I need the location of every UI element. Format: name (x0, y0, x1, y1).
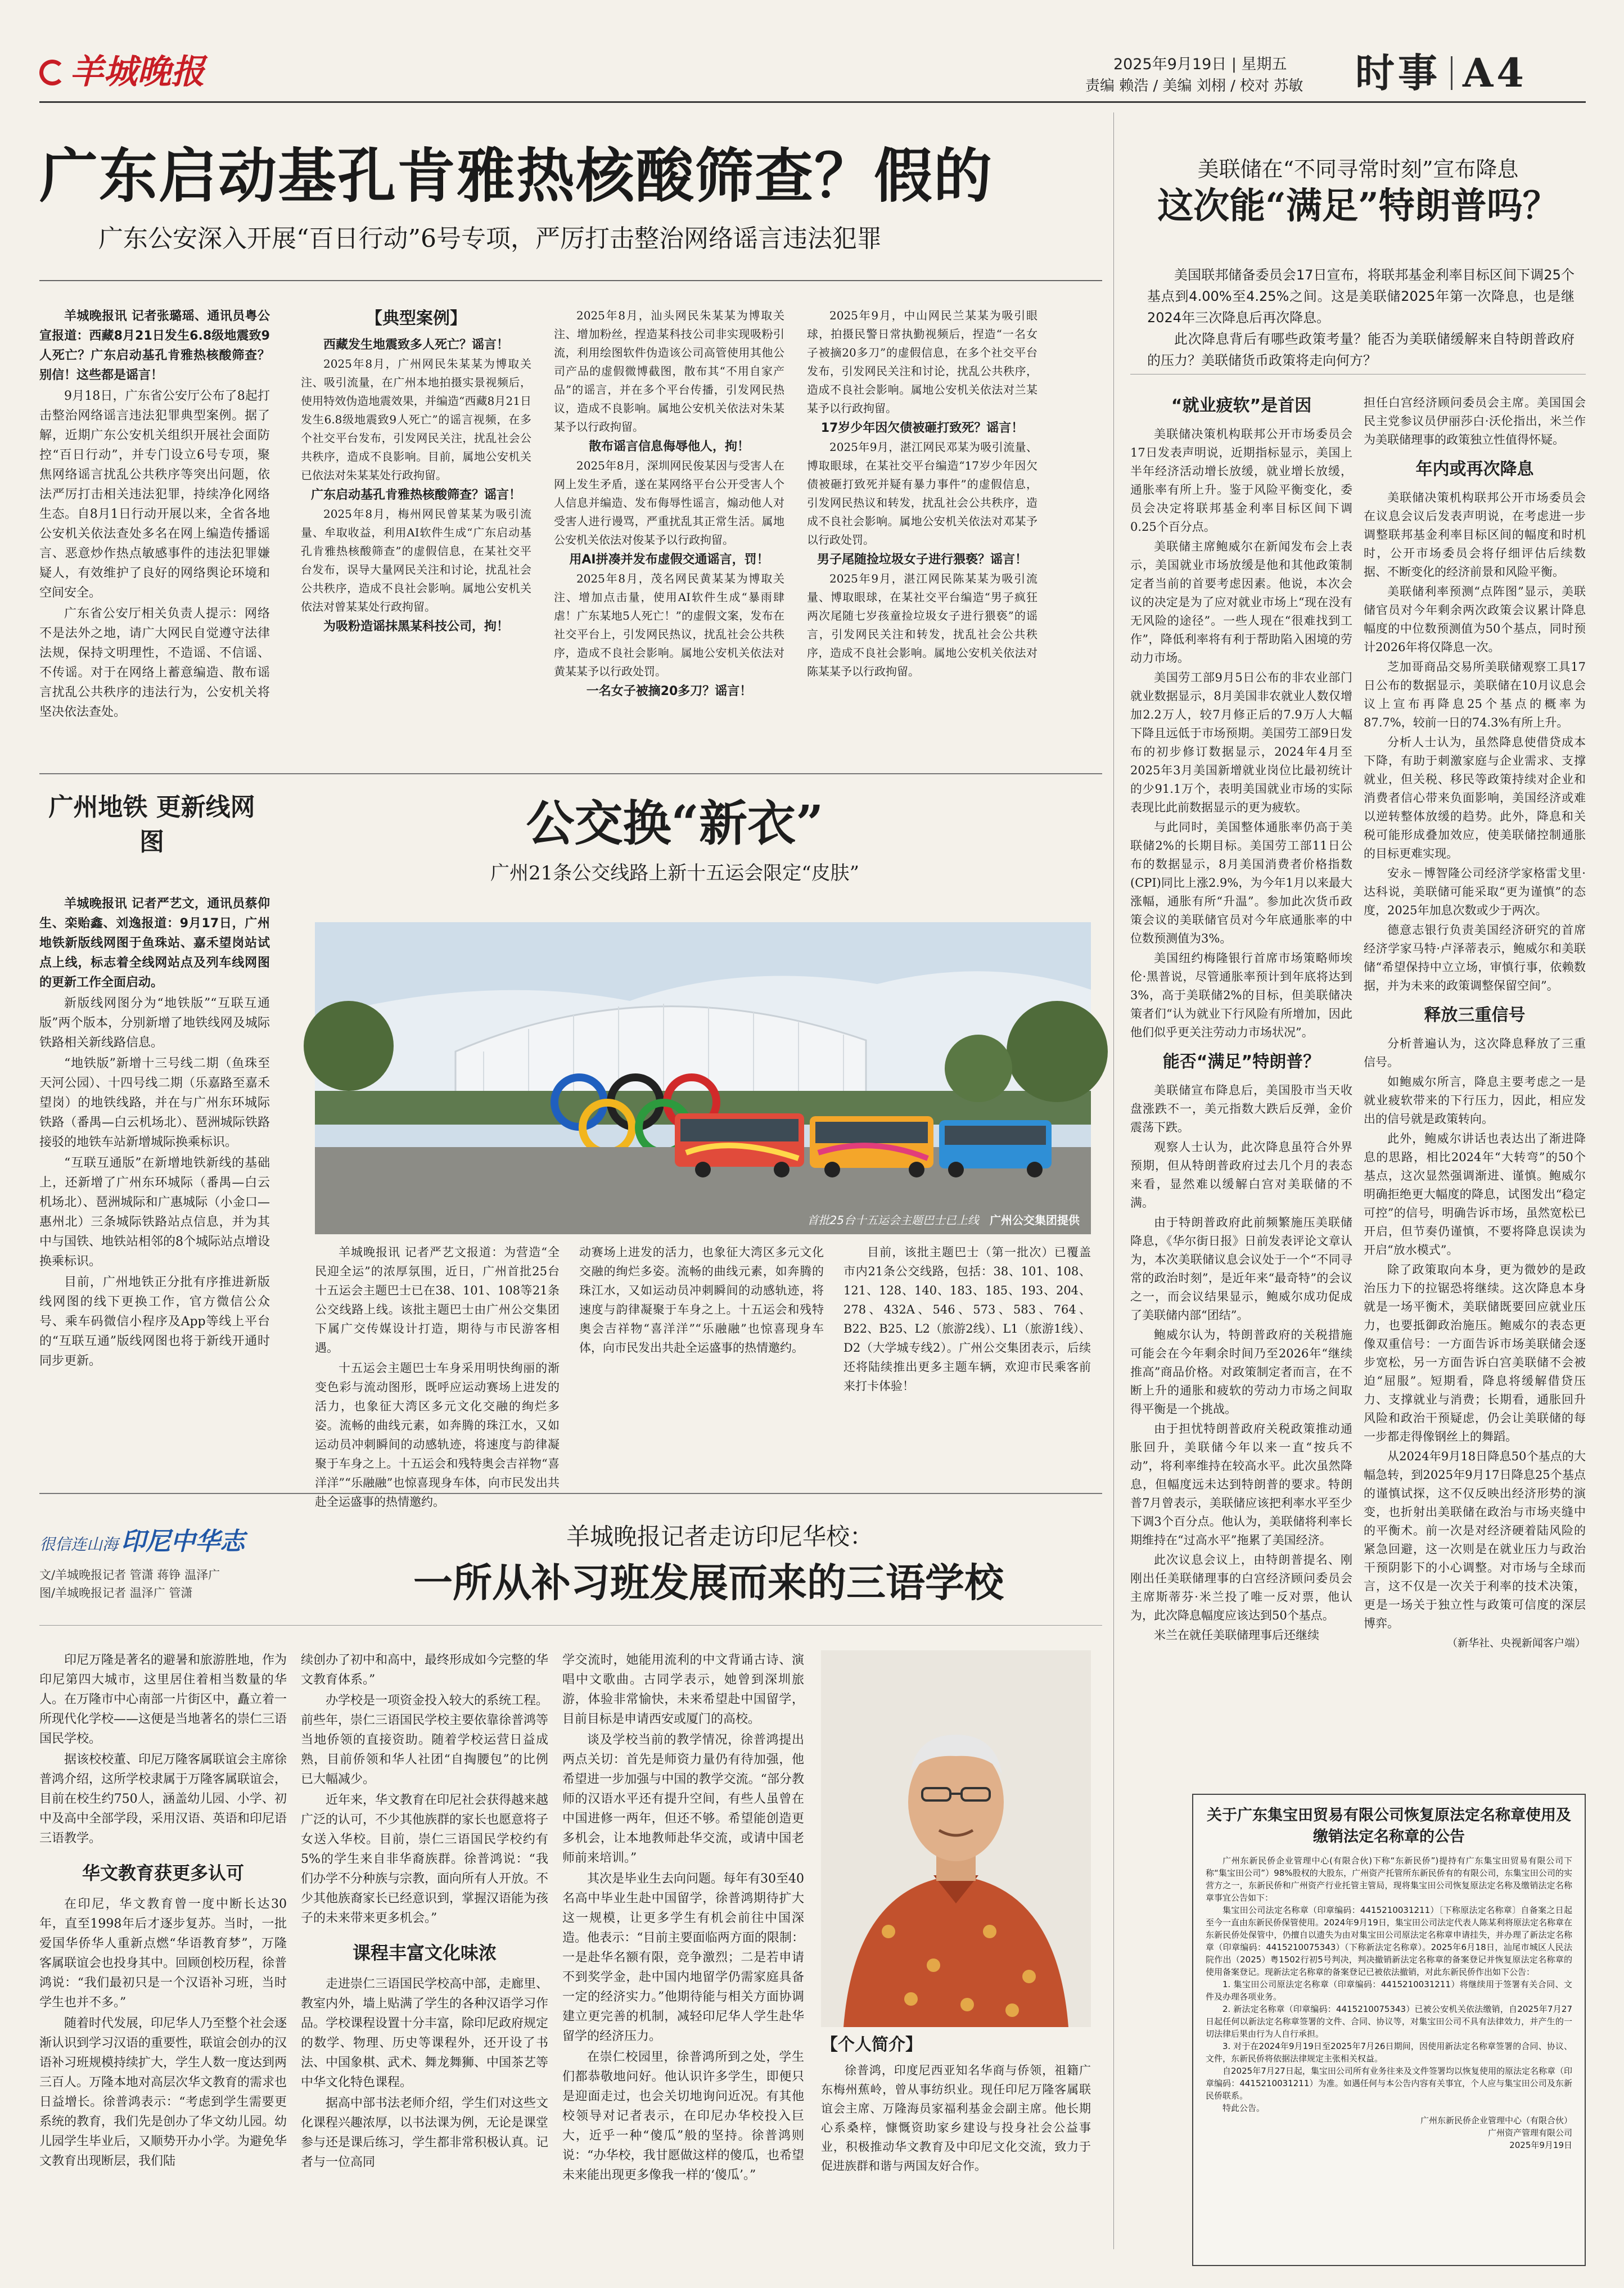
notice-title: 关于广东集宝田贸易有限公司恢复原法定名称章使用及缴销法定名称章的公告 (1207, 1807, 1571, 1845)
case-text: 2025年8月，深圳网民俊某因与受害人在网上发生矛盾，遂在某网络平台公开受害人个人信息并编造、发布侮辱性谣言，煽动他人对受害人进行谩骂，严重扰乱其正常生活。属地公安机关依法对俊某予以行政拘留。 (554, 459, 784, 547)
fed-paragraph: 鲍威尔认为，特朗普政府的关税措施可能会在今年剩余时间乃至2026年“继续推高”商品价格。对政策制定者而言，在不断上升的通胀和疲软的劳动力市场之间取得平衡是一个挑战。 (1130, 1328, 1352, 1416)
logo: 羊城晚报 (39, 45, 205, 93)
notice-paragraph: 1. 集宝田公司原法定名称章（印章编码：4415210031211）将继续用于签署有关合同、文件及办理各项业务。 (1206, 1979, 1572, 2002)
case-header: 【典型案例】 (366, 309, 467, 328)
notice-date: 2025年9月19日 (1509, 2140, 1572, 2150)
fed-lead-paragraph: 此次降息背后有哪些政策考量？能否为美联储缓解来自特朗普政府的压力？美联储货币政策将走向何方？ (1147, 331, 1575, 368)
legal-notice (1192, 1794, 1586, 2266)
fed-paragraph: 米兰在就任美联储理事后还继续 (1154, 1628, 1319, 1642)
metro-paragraph: 新版线网图分为“地铁版”“互联互通版”两个版本，分别新增了地铁线网及城际铁路相关新线路信息。 (39, 996, 270, 1050)
fed-paragraph: 从2024年9月18日降息50个基点的大幅急转，到2025年9月17日降息25个基点的谨慎试探，这不仅反映出经济形势的演变，也折射出美联储在政治与市场夹缝中的平衡术。前一次是对经济硬着陆风险的紧急回避，这一次则是在就业压力与政治干预阴影下的小心调整。对市场与全球而言，这不仅是一次关于利率的技术决策，更是一场关于独立性与政策可信度的深层博弈。 (1364, 1450, 1586, 1630)
school-paragraph: 走进崇仁三语国民学校高中部，走廊里、教室内外，墙上贴满了学生的各种汉语学习作品。学校课程设置十分丰富，除印尼政府规定的数学、物理、历史等课程外，还开设了书法、中国象棋、武术、舞龙舞狮、中国茶艺等中华文化特色课程。 (301, 1977, 549, 2090)
metro-body (39, 894, 270, 1372)
fed-paragraph: 安永－博智隆公司经济学家格雷戈里·达科说，美联储可能采取“更为谨慎”的态度，2025年加息次数或少于两次。 (1364, 867, 1586, 917)
lead-paragraph: 9月18日，广东省公安厅公布了8起打击整治网络谣言违法犯罪典型案例。据了解，近期广东公安机关组织开展社会面防控“百日行动”，并专门设立6号专项，聚焦网络谣言扰乱公共秩序等突出问题，依法严厉打击相关违法犯罪，持续净化网络生态。自8月1日行动开展以来，全省各地公安机关依法查处多名在网上编造传播谣言、恶意炒作热点敏感事件的违法犯罪嫌疑人，有效维护了良好的网络舆论环境和空间安全。 (39, 389, 270, 600)
fed-paragraph: 分析人士认为，虽然降息使借贷成本下降，有助于刺激家庭与企业需求、支撑就业，但关税、移民等政策持续对企业和消费者信心带来负面影响，美国经济或难以逆转整体放缓的趋势。此外，降息和关税可能形成叠加效应，使美联储控制通胀的目标更难实现。 (1364, 735, 1586, 860)
school-head-rule (39, 1625, 1102, 1626)
case-title: 17岁少年因欠债被砸打致死？谣言！ (820, 421, 1024, 435)
school-credits: 文/羊城晚报记者 管潇 蒋铮 温泽广 图/羊城晚报记者 温泽广 管潇 (39, 1568, 220, 1600)
notice-paragraph: 广州东新民侨企业管理中心(有限合伙)下称“东新民侨”)提持有广东集宝田贸易有限公司下称“集宝田公司”）98%股权的大股东，广州资产托管所东新民侨有的有限公司，东集宝田公司的实营方之一，东新民侨和广州资产行业托管主管局，现将集宝田公司恢复原法定名称及缴销法定名称章事宜公告如下： (1206, 1856, 1572, 1903)
school-paragraph: 办学校是一项资金投入较大的系统工程。前些年，崇仁三语国民学校主要依靠徐普鸿等当地侨领的直接资助。随着学校运营日益成熟，目前侨领和华人社团“自掏腰包”的比例已大幅减少。 (301, 1694, 549, 1786)
notice-paragraph: 2. 新法定名称章（印章编码：4415210075343）已被公安机关依法缴销，自2025年7月27日起任何以新法定名称章签署的文件、合同、协议等，对集宝田公司不具有法律效力，并产生的一切法律后果由行为人自行承担。 (1206, 2004, 1572, 2039)
case-title: 西藏发生地震致多人死亡？谣言！ (323, 338, 509, 352)
notice-paragraph: 3. 对于在2024年9月19日至2025年7月26日期间，因使用新法定名称章签署的合同、协议、文件，东新民侨将依据法律规定主张相关权益。 (1206, 2041, 1572, 2064)
school-paragraph: 谈及学校当前的教学情况，徐普鸿提出两点关切：首先是师资力量仍有待加强，他希望进一步加强与中国的教学交流。“部分教师的汉语水平还有提升空间，有些人虽曾在中国进修一两年，但还不够。希望能创造更多机会，让本地教师赴华交流，或请中国老师前来培训。” (562, 1733, 804, 1865)
logo-mark-icon (39, 60, 65, 85)
case-text: 2025年8月，汕头网民朱某某为博取关注、增加粉丝，捏造某科技公司非实现吸粉引流，利用绘图软件伪造该公司高管使用其他公司产品的虚假微博截图，散布其“不用自家产品”的谣言，并在多个平台传播，引发网民热议，造成不良影响。属地公安机关依法对朱某某予以行政拘留。 (554, 309, 784, 434)
case-title: 广东启动基孔肯雅热核酸筛查？谣言！ (310, 488, 521, 502)
fed-paragraph: 由于担忧特朗普政府关税政策推动通胀回升，美联储今年以来一直“按兵不动”，将利率维持在较高水平。此次虽然降息，但幅度远未达到特朗普的要求。特朗普7月曾表示，美联储应该把利率水平至少下调3个百分点。他认为，美联储将利率长期维持在“过高水平”拖累了美国经济。 (1130, 1422, 1352, 1547)
case-column-3 (807, 306, 1037, 682)
school-paragraph: 续创办了初中和高中，最终形成如今完整的华文教育体系。” (301, 1653, 549, 1687)
case-title: 男子尾随捡垃圾女子进行猥亵？谣言！ (816, 553, 1027, 567)
fed-column-1 (1130, 394, 1352, 1646)
fed-paragraph: 美联储利率预测“点阵图”显示，美联储官员对今年剩余两次政策会议累计降息幅度的中位数预测值为50个基点，同时预计2026年将仅降息一次。 (1364, 585, 1586, 654)
fed-paragraph: 如鲍威尔所言，降息主要考虑之一是就业疲软带来的下行压力，因此，相应发出的信号就是政策转向。 (1364, 1075, 1586, 1126)
case-title: 散布谣言信息侮辱他人，拘！ (588, 440, 750, 454)
notice-paragraph: 集宝田公司法定名称章（印章编码：4415210031211）〔下称原法定名称章〕自备案之日起至今一直由东新民侨保管使用。2024年9月19日，集宝田公司法定代表人陈某利将原法定名称章在东新民侨处保管中，仍擅自以遗失为由对集宝田公司原法定名称章申请挂失，并办理了新法定名称章（印章编码：4415210075343）（下称新法定名称章）。2025年6月18日，汕尾市城区人民法院作出（2025）粤1502行初5号判决，判决撤销新法定名称章的备案登记并恢复原法定名称章的使用备案登记。现新法定名称章的备案登记已被依法撤销，对此东新民侨作出如下公告： (1206, 1905, 1572, 1977)
lead-byline: 羊城晚报讯 记者张璐瑶、通讯员粤公宣报道：西藏8月21日发生6.8级地震致9人死亡？广东启动基孔肯雅热核酸筛查？别信！这些都是谣言！ (39, 309, 270, 382)
case-text: 2025年9月，湛江网民陈某某为吸引流量、博取眼球，在某社交平台编造“男子疯狂两次尾随七岁孩童捡垃圾女子进行猥亵”的谣言，引发网民关注和转发，扰乱社会公共秩序，造成不良社会影响。属地公安机关依法对陈某某予以行政拘留。 (807, 572, 1037, 678)
right-column-rule (1113, 112, 1114, 2249)
masthead (0, 0, 1624, 101)
fed-kicker: 美联储在“不同寻常时刻”宣布降息 (1197, 157, 1519, 182)
bus-byline: 羊城晚报讯 记者严艺文报道：为营造“全民迎全运”的浓厚氛围，近日，广州首批25台十五运会主题巴士已在38、101、108等21条公交线路上线。该批主题巴士由广州公交集团下属广交传媒设计打造，期待与市民游客相遇。 (315, 1245, 560, 1355)
bus-photo (315, 922, 1091, 1234)
metro-paragraph: “地铁版”新增十三号线二期（鱼珠至天河公园）、十四号线二期（乐嘉路至嘉禾望岗）的地铁线路，并在与广州东环城际铁路（番禺—白云机场北）、琶洲城际铁路接驳的地铁车站新增城际换乘标识。 (39, 1057, 270, 1149)
case-title: 用AI拼凑并发布虚假交通谣言，罚！ (569, 553, 769, 567)
case-column-2 (554, 306, 784, 701)
section-label: 时事 A4 (1355, 49, 1528, 96)
school-paragraph: 近年来，华文教育在印尼社会获得越来越广泛的认可，不少其他族群的家长也愿意将子女送入华校。目前，崇仁三语国民学校约有5%的学生来自非华裔族群。徐普鸿说：“我们办学不分种族与宗教，面向所有人开放。不少其他族裔家长已经意识到，掌握汉语能为孩子的未来带来更多机会。” (301, 1793, 549, 1925)
fed-subhead: 能否“满足”特朗普？ (1162, 1052, 1320, 1072)
school-paragraph: 其次是毕业生去向问题。每年有30至40名高中毕业生赴中国留学，徐普鸿期待扩大这一规模，让更多学生有机会前往中国深造。他表示：“目前主要面临两方面的限制：一是赴华名额有限，竞争激烈；二是若申请不到奖学金，赴中国内地留学仍需家庭具备一定的经济实力。”他期待能与相关方面协调建立更完善的机制，减轻印尼华人学生赴华留学的经济压力。 (562, 1872, 804, 2043)
school-column-2 (301, 1650, 548, 2173)
metro-title: 广州地铁 更新线网图 (48, 793, 255, 856)
editors-line: 责编 赖浩 / 美编 刘栩 / 校对 苏敏 (1085, 78, 1303, 94)
school-column-1 (39, 1650, 287, 2172)
fed-subhead: 年内或再次降息 (1415, 459, 1534, 479)
fed-paragraph: 分析普遍认为，这次降息释放了三重信号。 (1364, 1037, 1586, 1069)
fed-subhead: “就业疲软”是首因 (1171, 396, 1312, 416)
school-headline: 一所从补习班发展而来的三语学校 (413, 1559, 1004, 1606)
column-logo: 很信连山海 印尼中华志 (39, 1527, 245, 1556)
fed-lead (1147, 264, 1575, 371)
school-paragraph: 据该校校董、印尼万隆客属联谊会主席徐普鸿介绍，这所学校隶属于万隆客属联谊会，目前在校生约750人，涵盖幼儿园、小学、初中及高中全部学段，采用汉语、英语和印尼语三语教学。 (39, 1753, 287, 1845)
metro-paragraph: 目前，广州地铁正分批有序推进新版线网图的线下更换工作，官方微信公众号、乘车码微信小程序及App等线上平台的“互联互通”版线网图也将于新线开通时同步更新。 (39, 1275, 270, 1368)
case-text: 2025年8月，广州网民朱某某为博取关注、吸引流量，在广州本地拍摄实景视频后，使用特效伪造地震效果，并编造“西藏8月21日发生6.8级地震致9人死亡”的谣言视频，在多个社交平台发布，引发网民关注，扰乱社会公共秩序，造成不良影响。目前，属地公安机关已依法对朱某某处行政拘留。 (301, 357, 531, 482)
left-rule (39, 773, 1102, 774)
case-column-1 (301, 306, 531, 637)
issue-date: 2025年9月19日 | 星期五 (1113, 56, 1287, 73)
fed-paragraph: 美联储决策机构联邦公开市场委员会在议息会议后发表声明说，在考虑进一步调整联邦基金利率目标区间的幅度和时机时，公开市场委员会将仔细评估后续数据、不断变化的经济前景和风险平衡。 (1364, 491, 1586, 579)
lead-headline: 广东启动基孔肯雅热核酸筛查？假的 (39, 141, 994, 210)
metro-paragraph: “互联互通版”在新增地铁新线的基础上，还新增了广州东环城际（番禺—白云机场北）、琶洲城际和广惠城际（小金口—惠州北）三条城际铁路站点信息，并为其中与国铁、地铁站相邻的8个城际站点增设换乘标识。 (39, 1156, 270, 1269)
lead-subheadline: 广东公安深入开展“百日行动”6号专项，严厉打击整治网络谣言违法犯罪 (98, 224, 882, 253)
school-paragraph: 随着时代发展，印尼华人乃至整个社会逐渐认识到学习汉语的重要性，联谊会创办的汉语补习班规模持续扩大，学生人数一度达到两三百人。万隆本地对高层次华文教育的需求也日益增长。徐普鸿表示：“考虑到学生需要更系统的教育，我们先是创办了华文幼儿园。幼儿园学生毕业后，又顺势开办小学。为避免华文教育出现断层，我们陆 (39, 2016, 287, 2168)
lead-paragraph: 广东省公安厅相关负责人提示：网络不是法外之地，请广大网民自觉遵守法律法规，保持文明理性，不造谣、不信谣、不传谣。对于在网络上蓄意编造、散布谣言扰乱公共秩序的违法行为，公安机关将坚决依法查处。 (39, 607, 270, 719)
bus-subtitle: 广州21条公交线路上新十五运会限定“皮肤” (490, 862, 860, 884)
school-paragraph: 据高中部书法老师介绍，学生们对这些文化课程兴趣浓厚，以书法课为例，无论是课堂参与还是课后练习，学生都非常积极认真。记者与一位高同 (301, 2096, 549, 2169)
case-title: 为吸粉造谣抹黑某科技公司，拘！ (323, 620, 509, 634)
portrait-illustration (821, 1650, 1091, 2027)
fed-paragraph: 与此同时，美国整体通胀率仍高于美联储2%的长期目标。美国劳工部11日公布的数据显示，8月美国消费者价格指数(CPI)同比上涨2.9%，为今年1月以来最大涨幅，通胀有所“升温”。参加此次货币政策会议的美联储官员对今年底通胀率的中位数预测值为3%。 (1130, 820, 1352, 945)
school-column-3 (562, 1650, 804, 2186)
bio-text: 徐普鸿，印度尼西亚知名华商与侨领，祖籍广东梅州蕉岭，曾从事纺织业。现任印尼万隆客属联谊会主席、万隆海员家福利基金会副主席。他长期心系桑梓，慷慨资助家乡建设与投身社会公益事业，积极推动华文教育及中印尼文化交流，致力于促进族群和谐与两国友好合作。 (821, 2064, 1091, 2173)
notice-signature: 广州东新民侨企业管理中心（有限合伙） (1420, 2115, 1572, 2125)
masthead-rule (39, 101, 1586, 103)
bus-photo-caption: 首批25台十五运会主题巴士已上线 广州公交集团提供 (807, 1213, 1080, 1227)
fed-paragraph: 除了政策取向本身，更为微妙的是政治压力下的拉锯恐将继续。这次降息本身就是一场平衡术，美联储既要回应就业压力，也要抵御政治施压。鲍威尔的表态更像双重信号：一方面告诉市场美联储会逐步宽松，另一方面告诉白宫美联储不会被迫“屈服”。短期看，降息将缓解借贷压力、支撑就业与消费；长期看，通胀回升风险和政治干预疑虑，仍会让美联储的每一步都走得像钢丝上的舞蹈。 (1364, 1263, 1586, 1443)
lead-column-1 (39, 306, 270, 723)
fed-source: （新华社、央视新闻客户端） (1446, 1637, 1586, 1649)
school-paragraph: 在印尼，华文教育曾一度中断长达30年，直至1998年后才逐步复苏。当时，一批爱国华侨华人重新点燃“华语教育梦”，万隆客属联谊会也投身其中。回顾创校历程，徐普鸿说：“我们最初只是一个汉语补习班，当时学生也并不多。” (39, 1897, 287, 2010)
lead-rule (39, 280, 1102, 281)
fed-paragraph: 担任白宫经济顾问委员会主席。美国国会民主党参议员伊丽莎白·沃伦指出，米兰作为美联储理事的政策独立性值得怀疑。 (1364, 396, 1586, 446)
school-paragraph: 在崇仁校园里，徐普鸿所到之处，学生们都恭敬地问好。他认识许多学生，即便只是迎面走过，也会关切地询问近况。有其他校领导对记者表示，在印尼办华校投入巨大，近乎一种“傻瓜”般的坚持。徐普鸿则说：“办华校，我甘愿做这样的傻瓜，也希望未来能出现更多像我一样的‘傻瓜’。” (562, 2050, 804, 2182)
school-subhead: 华文教育获更多认可 (82, 1862, 244, 1884)
case-text: 2025年8月，梅州网民曾某某为吸引流量、牟取收益，利用AI软件生成“广东启动基孔肯雅热核酸筛查”的虚假信息，在某社交平台发布，误导大量网民关注和讨论，扰乱社会公共秩序，造成不良社会影响。属地公安机关依法对曾某某处行政拘留。 (301, 507, 531, 613)
fed-paragraph: 此外，鲍威尔讲话也表达出了渐进降息的思路，相比2024年“大转弯”的50个基点，这次显然强调渐进、谨慎。鲍威尔明确拒绝更大幅度的降息，试图发出“稳定可控”的信号，明确告诉市场，虽然宽松已开启，但节奏仍谨慎，不要将降息误读为开启“放水模式”。 (1364, 1132, 1586, 1257)
case-text: 2025年9月，湛江网民邓某为吸引流量、博取眼球，在某社交平台编造“17岁少年因欠债被砸打致死并疑有暴力事件”的虚假信息，引发网民热议和转发，扰乱社会公共秩序，造成不良社会影响。属地公安机关依法对邓某予以行政处罚。 (807, 440, 1037, 547)
fed-paragraph: 芝加哥商品交易所美联储观察工具17日公布的数据显示，美联储在10月议息会议上宣布再降息25个基点的概率为87.7%，较前一日的74.3%有所上升。 (1364, 660, 1586, 729)
bus-paragraph: 目前，该批主题巴士（第一批次）已覆盖市内21条公交线路，包括：38、101、108、121、128、140、183、185、193、204、278、432A、546、573、583、764、B22、B25、L2（旅游2线）、L1（旅游1线）、D2（大学城专线2）。广州公交集团表示，后续还将陆续推出更多主题车辆，欢迎市民乘客前来打卡体验！ (843, 1245, 1091, 1393)
fed-paragraph: 由于特朗普政府此前频繁施压美联储降息，《华尔街日报》日前发表评论文章认为，本次美联储议息会议处于一个“不同寻常的政治时刻”，是近年来“最奇特”的会议之一，而会议结果显示，鲍威尔成功促成了美联储内部“团结”。 (1130, 1216, 1352, 1322)
notice-paragraph: 自2025年7月27日起，集宝田公司所有业务往来及文件签署均以恢复使用的原法定名称章（印章编码：4415210031211）为准。如遇任何与本公告内容有关事宜，个人应与集宝田公司及东新民侨联系。 (1206, 2066, 1572, 2101)
bus-title: 公交换“新衣” (526, 795, 824, 852)
metro-byline: 羊城晚报讯 记者严艺文，通讯员蔡仰生、栾贻鑫、刘逸报道：9月17日，广州地铁新版线网图于鱼珠站、嘉禾望岗站试点上线，标志着全线网站点及列车线网图的更新工作全面启动。 (39, 897, 270, 990)
bio-box (821, 2033, 1091, 2176)
school-paragraph: 学交流时，她能用流利的中文背诵古诗、演唱中文歌曲。古同学表示，她曾到深圳旅游，体验非常愉快，未来希望赴中国留学，目前目标是申请西安或厦门的高校。 (562, 1653, 804, 1726)
case-text: 2025年8月，茂名网民黄某某为博取关注、增加点击量，使用AI软件生成“暴雨肆虐！广东某地5人死亡！”的虚假文案，发布在社交平台上，引发网民热议，扰乱社会公共秩序，造成不良社会影响。属地公安机关依法对黄某某予以行政处罚。 (554, 572, 784, 678)
bus-photo-illustration (315, 922, 1091, 1234)
fed-paragraph: 美联储主席鲍威尔在新闻发布会上表示，美国就业市场放缓是他和其他政策制定者当前的首要考虑因素。他说，本次会议的决定是为了应对就业市场上“现在没有无风险的途径”。一些人现在“很难找到工作”，降低利率将有利于帮助陷入困境的劳动力市场。 (1130, 540, 1352, 665)
fed-paragraph: 美联储宣布降息后，美国股市当天收盘涨跌不一，美元指数大跌后反弹，金价震荡下跌。 (1130, 1084, 1352, 1134)
bus-column-2 (579, 1243, 824, 1359)
fed-subhead: 释放三重信号 (1424, 1005, 1526, 1025)
fed-lead-paragraph: 美国联邦储备委员会17日宣布，将联邦基金利率目标区间下调25个基点到4.00%至4.25%之间。这是美联储2025年第一次降息，也是继2024年三次降息后再次降息。 (1147, 267, 1575, 326)
fed-headline: 这次能“满足”特朗普吗？ (1157, 185, 1559, 227)
notice-paragraph: 特此公告。 (1222, 2103, 1265, 2113)
fed-paragraph: 此次议息会议上，由特朗普提名、刚刚出任美联储理事的白宫经济顾问委员会主席斯蒂芬·米兰投了唯一反对票，他认为，此次降息幅度应该达到50个基点。 (1130, 1553, 1352, 1622)
portrait-photo (821, 1650, 1091, 2027)
fed-paragraph: 观察人士认为，此次降息虽符合外界预期，但从特朗普政府过去几个月的表态来看，显然难以缓解白宫对美联储的不满。 (1130, 1140, 1352, 1210)
notice-body (1206, 1854, 1572, 2151)
school-subhead: 课程丰富文化味浓 (352, 1942, 497, 1964)
fed-paragraph: 德意志银行负责美国经济研究的首席经济学家马特·卢泽蒂表示，鲍威尔和美联储“希望保持中立立场，审慎行事，依赖数据，并为未来的政策调整保留空间”。 (1364, 923, 1586, 992)
fed-column-2 (1364, 394, 1586, 1654)
school-paragraph: 印尼万隆是著名的避暑和旅游胜地，作为印尼第四大城市，这里居住着相当数量的华人。在万隆市中心南部一片街区中，矗立着一所现代化学校——这便是当地著名的崇仁三语国民学校。 (39, 1653, 287, 1746)
bus-column-3 (843, 1243, 1091, 1397)
bus-paragraph: 十五运会主题巴士车身采用明快绚丽的渐变色彩与流动图形，既呼应运动赛场上进发的活力，也象征大湾区多元文化交融的绚烂多姿。流畅的曲线元素，如奔腾的珠江水，又如运动员冲刺瞬间的动感轨迹，将速度与韵律凝聚于车身之上。十五运会和残特奥会吉祥物“喜洋洋”“乐融融”也惊喜现身车体，向市民发出共赴全运盛事的热情邀约。 (315, 1361, 560, 1509)
fed-paragraph: 美国劳工部9月5日公布的非农业部门就业数据显示，8月美国非农就业人数仅增加2.2万人，较7月修正后的7.9万人大幅下降且远低于市场预期。美国劳工部9日发布的初步修订数据显示，2024年4月至2025年3月美国新增就业岗位比最初统计的少91.1万个，表明美国就业市场的实际表现比此前数据显示的更为疲软。 (1130, 671, 1352, 814)
school-kicker: 羊城晚报记者走访印尼华校： (566, 1523, 873, 1550)
bus-paragraph: 动赛场上进发的活力，也象征大湾区多元文化交融的绚烂多姿。流畅的曲线元素，如奔腾的珠江水，又如运动员冲刺瞬间的动感轨迹，将速度与韵律凝聚于车身之上。十五运会和残特奥会吉祥物“喜洋洋”“乐融融”也惊喜现身车体，向市民发出共赴全运盛事的热情邀约。 (579, 1245, 824, 1355)
notice-signature: 广州资产管理有限公司 (1487, 2128, 1572, 2138)
school-rule (39, 1493, 1102, 1494)
case-text: 2025年9月，中山网民兰某某为吸引眼球，拍摄民警日常执勤视频后，捏造“一名女子被摘20多刀”的虚假信息，在多个社交平台发布，引发网民关注和讨论，扰乱公共秩序，造成不良社会影响。属地公安机关依法对兰某某予以行政拘留。 (807, 309, 1037, 415)
bus-column-1 (315, 1243, 560, 1509)
case-title: 一名女子被摘20多刀？谣言！ (586, 684, 752, 698)
fed-paragraph: 美联储决策机构联邦公开市场委员会17日发表声明说，近期指标显示，美国上半年经济活动增长放缓，就业增长放缓，通胀率有所上升。鉴于风险平衡变化，委员会决定将联邦基金利率目标区间下调0.25个百分点。 (1130, 427, 1352, 534)
bio-header: 【个人简介】 (821, 2035, 922, 2055)
fed-paragraph: 美国纽约梅隆银行首席市场策略师埃伦·黑普说，尽管通胀率预计到年底将达到3%，高于美联储2%的目标，但美联储决策者们“认为就业下行风险有所增加，因此他们似乎更关注劳动力市场状况”。 (1130, 951, 1352, 1039)
